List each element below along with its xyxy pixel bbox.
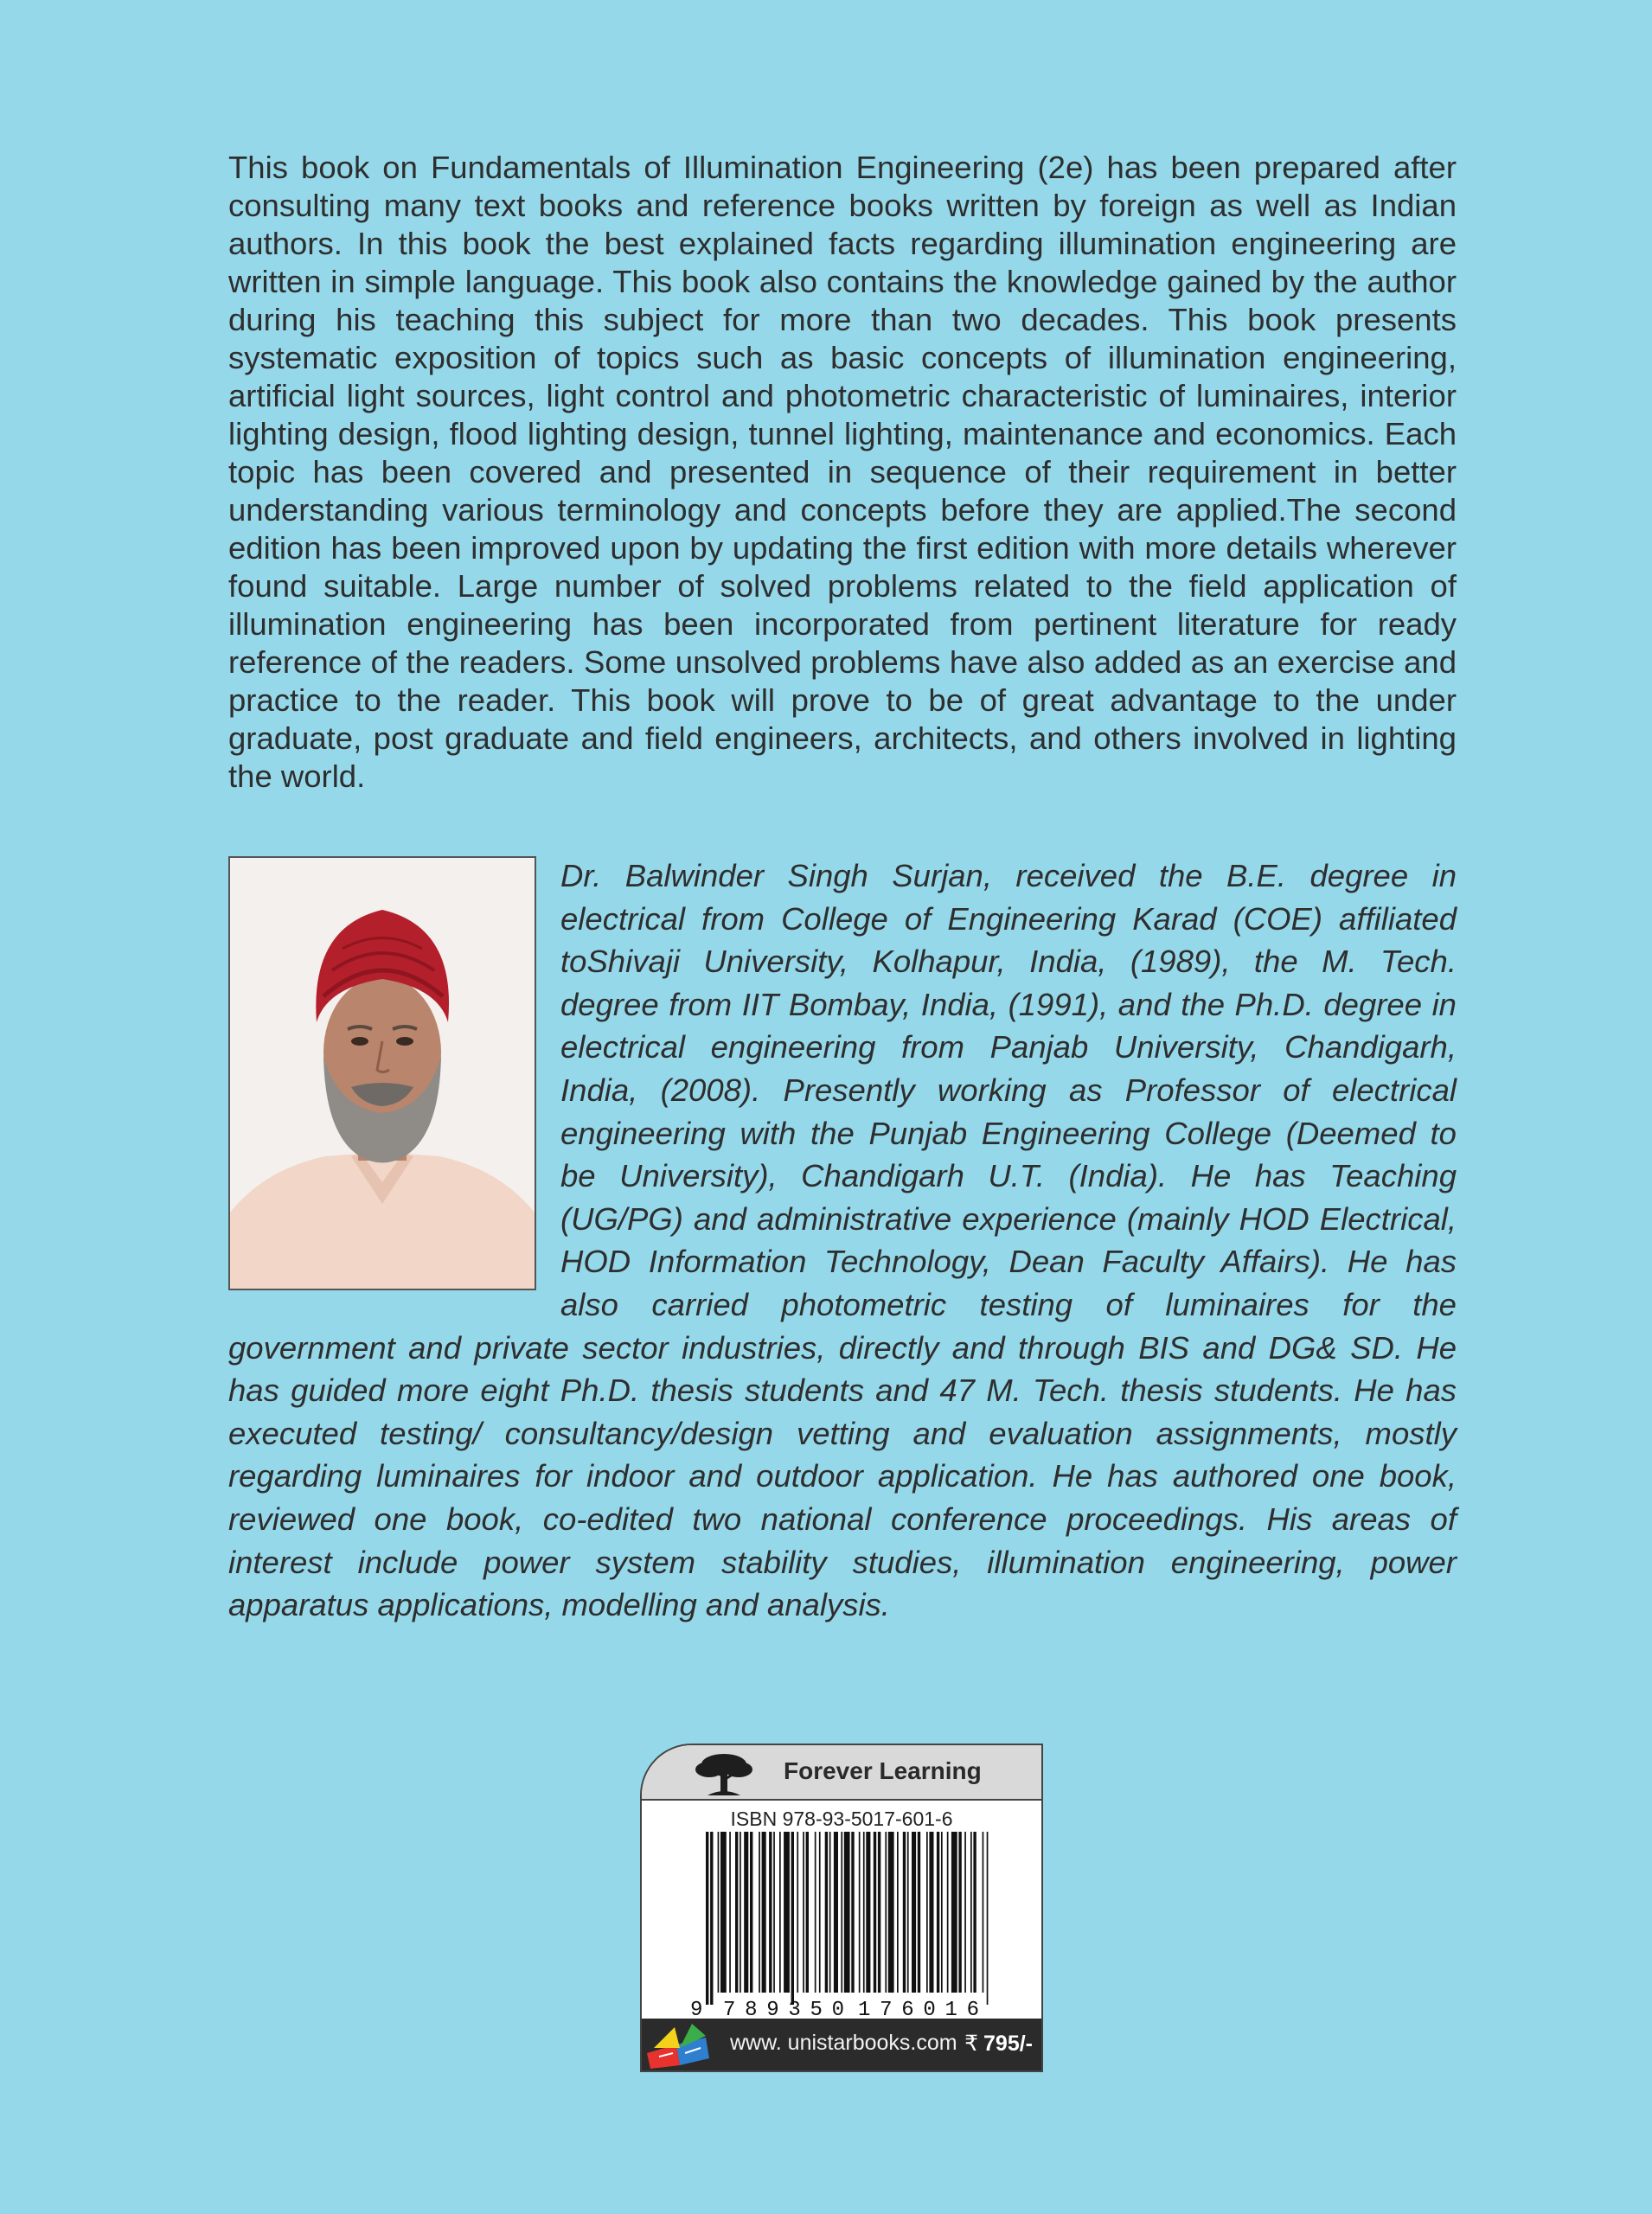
barcode-bar — [918, 1832, 920, 1993]
price — [964, 2031, 1033, 2057]
barcode-bar — [912, 1832, 916, 1993]
author-section — [228, 854, 1457, 1627]
price-amount: 795/- — [983, 2032, 1033, 2056]
barcode-bar — [729, 1832, 731, 1993]
barcode-bar — [735, 1832, 738, 1993]
barcode-digits-right: 176016 — [858, 1999, 979, 2019]
book-blurb: This book on Fundamentals of Illumination Engineering (2e) has been prepared after consulting many text books and reference books written by foreign as well as Indian authors. In this book the best explained facts regarding illumination engineering are written in simple language. This book also contains the knowledge gained by the author during his teaching this subject for more than two decades. This book presents systematic exposition of topics such as basic concepts of illumination engineering, artificial light sources, light control and photometric characteristic of luminaires, interior lighting design, flood lighting design, tunnel lighting, maintenance and economics. Each topic has been covered and presented in sequence of their requirement in better understanding various terminology and concepts before they are applied.The second edition has been improved upon by updating the first edition with more details wherever found suitable. Large number of solved problems related to the field application of illumination engineering has been incorporated from pertinent literature for ready reference of the readers. Some unsolved problems have also added as an exercise and practice to the reader. This book will prove to be of great advantage to the under graduate, post graduate and field engineers, architects, and others involved in lighting the world. — [228, 150, 1457, 794]
isbn-label: ISBN 978-93-5017-601-6 — [730, 1808, 953, 1830]
barcode-bar — [964, 1832, 966, 1993]
barcode-bar — [844, 1832, 850, 1993]
barcode-bar — [841, 1832, 842, 1993]
barcode-bar — [779, 1832, 781, 1993]
barcode-bar — [987, 1832, 989, 2005]
barcode-bar — [784, 1832, 790, 1993]
currency-symbol: ₹ — [964, 2032, 979, 2056]
barcode-bar — [863, 1832, 865, 1993]
barcode-bar — [970, 1832, 972, 1993]
barcode-digits-left: 789350 — [723, 1999, 844, 2019]
barcode-panel — [640, 1744, 1043, 2072]
author-bio: Dr. Balwinder Singh Surjan, received the B.E. degree in electrical from College of Engineering Karad (COE) affiliated toShivaji University, Kolhapur, India, (1989), the M. Tech. degree from IIT Bombay, India, (1991), and the Ph.D. degree in electrical engineering from Panjab University, Chandigarh, India, (2008). Presently working as Professor of electrical engineering with the Punjab Engineering College (Deemed to be University), Chandigarh U.T. (India). He has Teaching (UG/PG) and administrative experience (mainly HOD Electrical, HOD Information Technology, Dean Faculty Affairs). He has also carried photometric testing of luminaires for the government and private sector industries, directly and through BIS and DG& SD. He has guided more eight Ph.D. thesis students and 47 M. Tech. thesis students. He has executed testing/ consultancy/design vetting and evaluation assignments, mostly regarding luminaires for indoor and outdoor application. He has authored one book, reviewed one book, co-edited two national conference proceedings. His areas of interest include power system stability studies, illumination engineering, power apparatus applications, modelling and analysis. — [228, 858, 1457, 1623]
barcode-bar — [829, 1832, 831, 1993]
barcode-bar — [706, 1832, 708, 2005]
barcode-bar — [762, 1832, 766, 1993]
barcode-bar — [773, 1832, 775, 1993]
barcode-bar — [878, 1832, 880, 1993]
author-photo — [228, 856, 536, 1290]
barcode-bar — [791, 1832, 794, 2005]
tree-icon — [690, 1750, 758, 1797]
barcode-bar — [744, 1832, 748, 1993]
barcode-bar — [929, 1832, 933, 1993]
barcode-bar — [937, 1832, 939, 1993]
barcode-bar — [803, 1832, 804, 1993]
barcode-bar — [769, 1832, 772, 1993]
barcode-bar — [718, 1832, 720, 1993]
barcode-bar — [834, 1832, 838, 1993]
barcode-bar — [888, 1832, 894, 1993]
isbn-barcode — [688, 1832, 1008, 2019]
barcode-bar — [740, 1832, 741, 1993]
barcode-bar — [720, 1832, 727, 1993]
barcode-bar — [947, 1832, 949, 1993]
barcode-bar — [926, 1832, 928, 1993]
barcode-bar — [866, 1832, 870, 1993]
barcode-bar — [859, 1832, 861, 1993]
barcode-bar — [941, 1832, 943, 1993]
barcode-bar — [885, 1832, 887, 1993]
barcode-bar — [951, 1832, 957, 1993]
tagline: Forever Learning — [784, 1757, 982, 1784]
barcode-bar — [983, 1832, 984, 1993]
barcode-bar — [819, 1832, 821, 1993]
barcode-bar — [907, 1832, 909, 1993]
barcode-header — [642, 1745, 1041, 1801]
publisher-footer — [642, 2019, 1041, 2070]
barcode-bar — [903, 1832, 906, 1993]
publisher-website: www. unistarbooks.com — [730, 2031, 957, 2055]
barcode-bar — [825, 1832, 828, 1993]
barcode-bar — [851, 1832, 854, 1993]
barcode-bar — [750, 1832, 752, 1993]
books-logo-icon — [642, 2019, 714, 2070]
barcode-bar — [874, 1832, 876, 1993]
barcode-bar — [973, 1832, 976, 1993]
barcode-bar — [806, 1832, 809, 1993]
barcode-digit-first: 9 — [690, 1999, 703, 2019]
barcode-bar — [958, 1832, 961, 1993]
barcode-bar — [710, 1832, 713, 2005]
barcode-bar — [797, 1832, 798, 1993]
barcode-bar — [815, 1832, 816, 1993]
barcode-bar — [759, 1832, 760, 1993]
barcode-bar — [897, 1832, 899, 1993]
